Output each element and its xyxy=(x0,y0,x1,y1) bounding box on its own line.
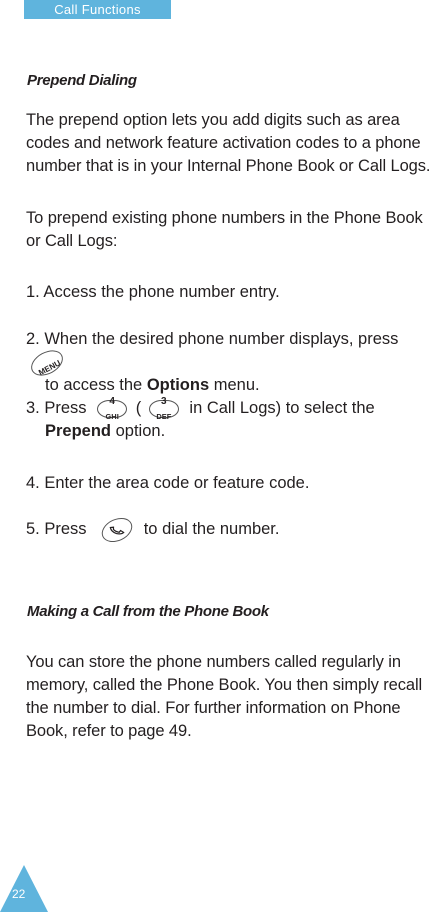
step-5-text-cont: to dial the number. xyxy=(143,520,280,538)
step-3-text-end: option. xyxy=(111,422,166,440)
step-2-text: 2. When the desired phone number displays, press xyxy=(26,330,399,348)
options-menu-label: Options xyxy=(146,376,210,394)
step-1: 1. Access the phone number entry. xyxy=(26,283,280,301)
key-3-icon xyxy=(149,395,179,421)
prepend-existing: To prepend existing phone numbers in the Phone Book or Call Logs: xyxy=(26,209,423,250)
step-5 xyxy=(26,518,430,541)
phone-handset-icon xyxy=(108,520,127,539)
send-key-icon xyxy=(98,513,136,546)
step-3 xyxy=(26,397,430,443)
step-2 xyxy=(26,328,430,397)
key-4-number: 4 xyxy=(109,395,115,407)
step-2-text-cont: to access the xyxy=(45,376,147,394)
step-2-text-end: menu. xyxy=(209,376,260,394)
key-4-icon xyxy=(97,395,127,421)
step-5-text: 5. Press xyxy=(26,520,87,538)
menu-key-label: MENU xyxy=(37,357,63,378)
key-3-letters: DEF xyxy=(156,411,172,421)
phonebook-heading: Making a Call from the Phone Book xyxy=(27,603,269,620)
step-4: 4. Enter the area code or feature code. xyxy=(26,474,310,492)
prepend-intro: The prepend option lets you add digits such as area codes and network feature activation codes to a phone number that is in your Internal Phone Book or Call Logs. xyxy=(26,111,431,175)
page-number-badge xyxy=(0,865,48,912)
key-3-number: 3 xyxy=(161,395,167,407)
step-3-text-cont: in Call Logs) to select the xyxy=(189,399,375,417)
page-number: 22 xyxy=(12,887,26,901)
section-tab: Call Functions xyxy=(24,0,171,19)
prepend-heading: Prepend Dialing xyxy=(27,72,137,89)
step-3-paren: ( xyxy=(135,399,142,417)
prepend-option-label: Prepend xyxy=(45,422,112,440)
step-3-text: 3. Press xyxy=(26,399,87,417)
key-4-letters: GHI xyxy=(105,411,119,421)
phonebook-text: You can store the phone numbers called regularly in memory, called the Phone Book. You then simply recall the number to dial. For further information on Phone Book, refer to page 49. xyxy=(26,653,423,740)
